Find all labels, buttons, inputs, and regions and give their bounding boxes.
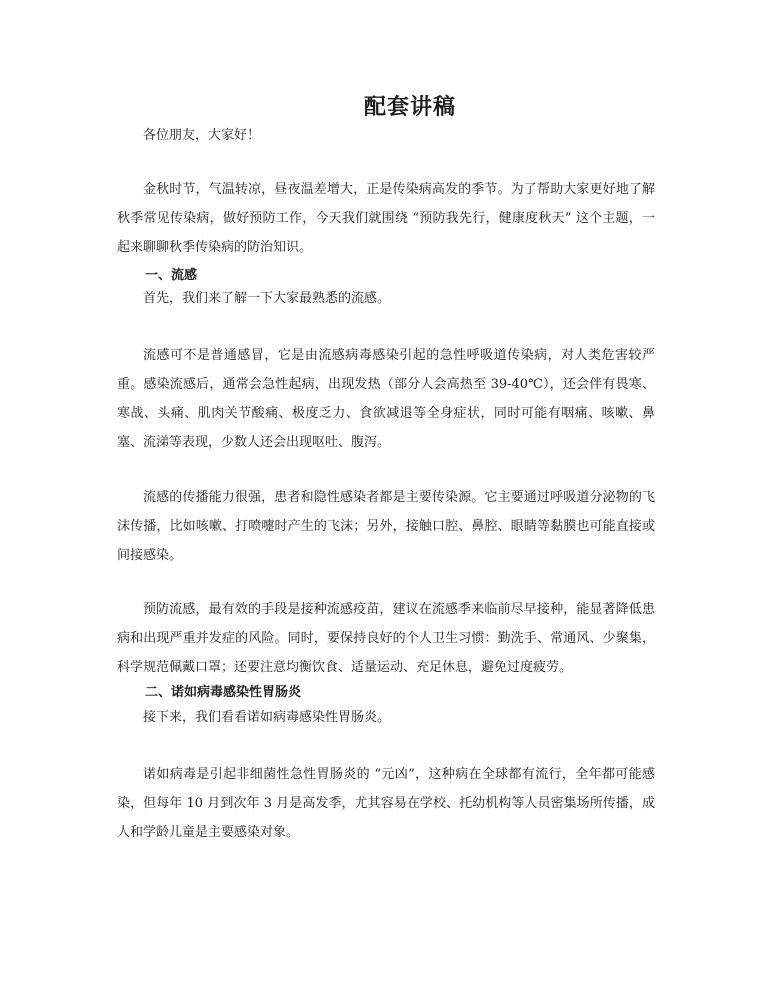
flu-symptoms-paragraph: 流感可不是普通感冒，它是由流感病毒感染引起的急性呼吸道传染病，对人类危害较严重。感染流感后，通常会急性起病，出现发热（部分人会高热至 39-40℃），还会伴有畏寒、寒战、头痛、肌肉关节酸痛、极度乏力、食欲减退等全身症状，同时可能有咽痛、咳嗽、鼻塞、流涕等表现，少数人还会出现呕吐、腹泻。 <box>117 348 655 450</box>
greeting-paragraph: 各位朋友，大家好！ <box>143 128 261 143</box>
section-heading-norovirus: 二、诺如病毒感染性胃肠炎 <box>145 685 302 700</box>
flu-prevention-paragraph: 预防流感，最有效的手段是接种流感疫苗，建议在流感季来临前尽早接种，能显著降低患病和出现严重并发症的风险。同时，要保持良好的个人卫生习惯：勤洗手、常通风、少聚集，科学规范佩戴口罩；还要注意均衡饮食、适量运动、充足休息，避免过度疲劳。 <box>117 602 655 675</box>
section-heading-flu: 一、流感 <box>145 268 198 283</box>
norovirus-intro-paragraph: 诺如病毒是引起非细菌性急性胃肠炎的 “元凶”，这种病在全球都有流行，全年都可能感染，但每年 10 月到次年 3 月是高发季，尤其容易在学校、托幼机构等人员密集场所传播，成人和学龄儿童是主要感染对象。 <box>117 767 655 840</box>
flu-transmission-paragraph: 流感的传播能力很强，患者和隐性感染者都是主要传染源。它主要通过呼吸道分泌物的飞沫传播，比如咳嗽、打喷嚏时产生的飞沫；另外，接触口腔、鼻腔、眼睛等黏膜也可能直接或间接感染。 <box>117 490 655 563</box>
document-title: 配套讲稿 <box>363 94 456 120</box>
intro-paragraph: 金秋时节，气温转凉，昼夜温差增大，正是传染病高发的季节。为了帮助大家更好地了解秋季常见传染病，做好预防工作，今天我们就围绕 “预防我先行，健康度秋天” 这个主题，一起来聊聊秋季传染病的防治知识。 <box>117 182 655 255</box>
flu-lead-paragraph: 首先，我们来了解一下大家最熟悉的流感。 <box>143 291 391 306</box>
norovirus-lead-paragraph: 接下来，我们看看诺如病毒感染性胃肠炎。 <box>143 710 391 725</box>
